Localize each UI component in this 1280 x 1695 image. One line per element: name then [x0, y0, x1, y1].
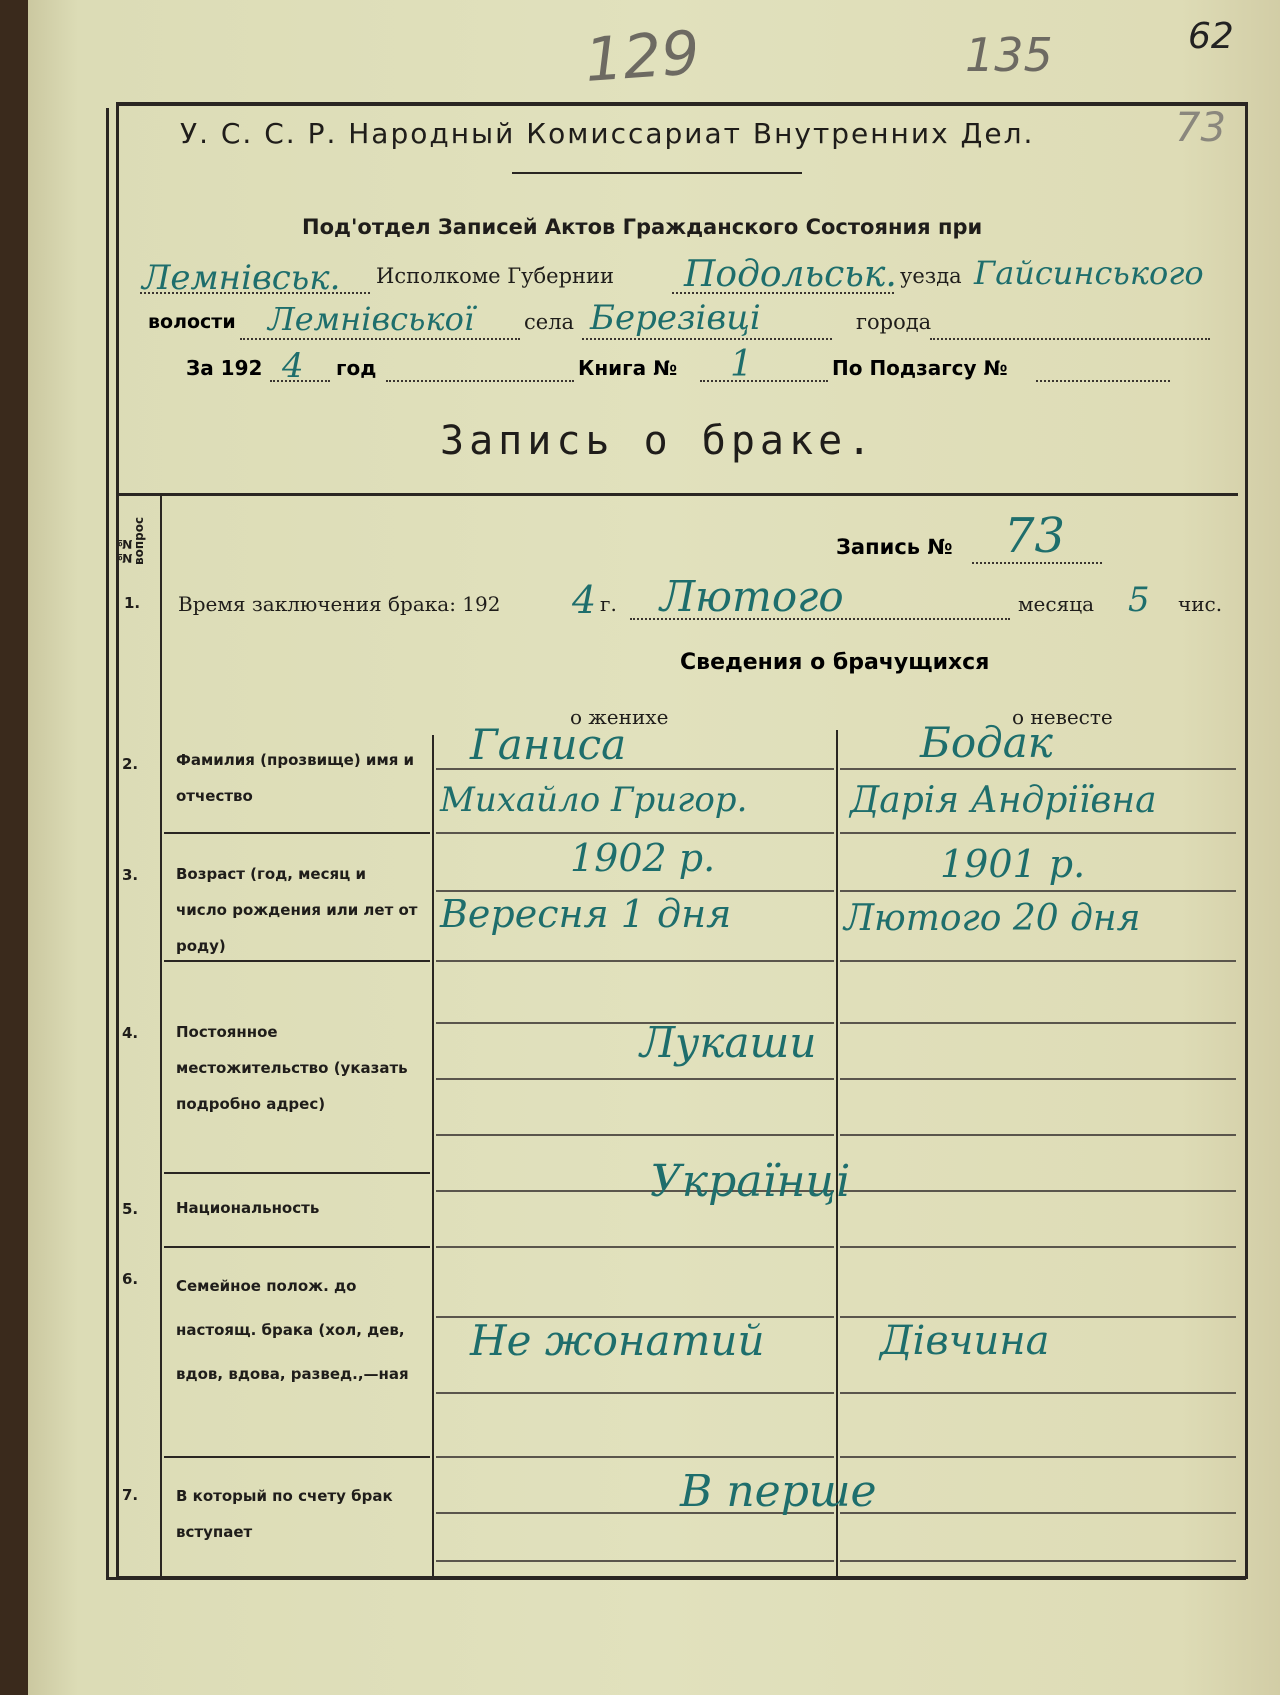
num-col-rule — [160, 493, 162, 1577]
row-label-6: Семейное полож. до настоящ. брака (хол, дев, вдов, вдова, развед.,—ная — [176, 1277, 409, 1383]
bride-surname: Бодак — [920, 718, 1053, 767]
volost-label: волости — [148, 311, 236, 333]
ispolkom-value: Лемнівськ. — [142, 258, 341, 298]
row-label-2: Фамилия (прозвище) имя и отчество — [176, 751, 415, 805]
row-num-3: 3. — [122, 866, 139, 884]
bride-rule-0 — [840, 768, 1236, 770]
record-no-value: 73 — [1004, 508, 1066, 564]
book-value: 1 — [730, 344, 753, 385]
row-label-4: Постоянное местожительство (указать подробно адрес) — [176, 1023, 408, 1113]
authority-title: У. С. С. Р. Народный Комиссариат Внутренних Дел. — [180, 117, 1035, 150]
bride-name: Дарія Андріївна — [850, 780, 1157, 821]
gorod-label: города — [856, 310, 932, 334]
groom-bride-rule — [836, 730, 838, 1577]
selo-value: Березівці — [590, 298, 761, 338]
groom-rule-6 — [436, 1134, 834, 1136]
podsaga-dots — [1036, 380, 1170, 382]
residence-value: Лукаши — [640, 1018, 817, 1067]
marriage-time-label: Время заключения брака: 192 — [178, 592, 501, 616]
groom-rule-1 — [436, 832, 834, 834]
groom-surname: Ганиса — [470, 720, 627, 769]
frame-left-double — [106, 108, 109, 1580]
groom-birth-year: 1902 р. — [570, 836, 716, 880]
podsaga-label: По Подзагсу № — [832, 356, 1008, 380]
selo-label: села — [524, 310, 575, 334]
uezd-value: Гайсинського — [974, 254, 1204, 292]
bride-rule-3 — [840, 960, 1236, 962]
archive-number-1: 129 — [582, 18, 702, 96]
bride-rule-11 — [840, 1456, 1236, 1458]
row-num-2: 2. — [122, 755, 139, 773]
label-rule-3 — [164, 1246, 430, 1248]
nationality-value: Українці — [650, 1156, 851, 1207]
table-top-rule — [116, 493, 1238, 496]
marriage-month-label: месяца — [1018, 592, 1094, 616]
label-rule-4 — [164, 1456, 430, 1458]
volost-dots — [240, 338, 520, 340]
label-col-rule — [432, 735, 434, 1577]
bride-birth-year: 1901 р. — [940, 842, 1086, 886]
row-label-3: Возраст (год, месяц и число рождения или лет от роду) — [176, 865, 418, 955]
groom-rule-3 — [436, 960, 834, 962]
bride-rule-10 — [840, 1392, 1236, 1394]
god-dots — [386, 380, 574, 382]
marriage-count-value: В перше — [680, 1466, 877, 1517]
row-num-5: 5. — [122, 1200, 139, 1218]
row-label-5: Национальность — [176, 1199, 320, 1217]
row-num-6: 6. — [122, 1270, 139, 1288]
groom-rule-10 — [436, 1392, 834, 1394]
ispolkom-dots — [140, 292, 370, 294]
volost-value: Лемнівської — [268, 300, 475, 338]
bride-birth-date: Лютого 20 дня — [844, 898, 1141, 939]
selo-dots — [582, 338, 832, 340]
row-num-4: 4. — [122, 1024, 139, 1042]
ispolkom-label: Исполкоме Губернии — [376, 264, 615, 288]
bride-rule-13 — [840, 1560, 1236, 1562]
groom-column-header: о женихе — [570, 705, 669, 729]
bride-rule-5 — [840, 1078, 1236, 1080]
year-label: За 192 — [186, 356, 263, 380]
record-no-label: Запись № — [836, 535, 953, 559]
question-number-header: №№ вопрос — [118, 516, 146, 565]
book-label: Книга № — [578, 356, 678, 380]
gorod-dots — [930, 338, 1210, 340]
marriage-year-value: 4 — [572, 578, 597, 622]
subdepartment-title: Под'отдел Записей Актов Гражданского Состояния при — [302, 215, 983, 239]
groom-name: Михайло Григор. — [440, 780, 748, 820]
frame-bottom-double — [106, 1577, 1246, 1580]
bride-rule-4 — [840, 1022, 1236, 1024]
bride-rule-7 — [840, 1190, 1236, 1192]
year-value: 4 — [282, 346, 304, 386]
bride-rule-6 — [840, 1134, 1236, 1136]
sheet-number: 62 — [1188, 16, 1234, 57]
row-num-1: 1. — [124, 594, 141, 612]
groom-rule-5 — [436, 1078, 834, 1080]
groom-marital-status: Не жонатий — [470, 1316, 765, 1365]
month-dots — [630, 618, 1010, 620]
bride-rule-12 — [840, 1512, 1236, 1514]
bride-rule-1 — [840, 832, 1236, 834]
marriage-day-label: чис. — [1178, 592, 1223, 616]
groom-rule-13 — [436, 1560, 834, 1562]
record-title: Запись о браке. — [440, 418, 877, 464]
bride-marital-status: Дівчина — [880, 1318, 1050, 1364]
header-rule — [512, 172, 802, 174]
year-dots — [270, 380, 330, 382]
god-label: год — [336, 356, 377, 380]
row-label-7: В который по счету брак вступает — [176, 1487, 393, 1541]
marriage-g-label: г. — [600, 592, 617, 616]
groom-rule-11 — [436, 1456, 834, 1458]
marriage-day-value: 5 — [1128, 580, 1150, 620]
groom-birth-date: Вересня 1 дня — [440, 892, 732, 936]
guberniya-value: Подольськ. — [684, 254, 897, 295]
label-rule-0 — [164, 832, 430, 834]
row-num-7: 7. — [122, 1486, 139, 1504]
margin-number: 73 — [1175, 105, 1226, 151]
record-no-dots — [972, 562, 1102, 564]
bride-column-header: о невесте — [1012, 705, 1113, 729]
groom-rule-8 — [436, 1246, 834, 1248]
bride-rule-8 — [840, 1246, 1236, 1248]
marriage-month-value: Лютого — [660, 572, 844, 621]
uezd-label: уезда — [900, 264, 962, 288]
archive-number-2: 135 — [965, 28, 1053, 82]
section-title: Сведения о брачущихся — [680, 650, 990, 675]
guberniya-dots — [672, 292, 894, 294]
bride-rule-2 — [840, 890, 1236, 892]
book-dots — [700, 380, 828, 382]
label-rule-2 — [164, 1172, 430, 1174]
